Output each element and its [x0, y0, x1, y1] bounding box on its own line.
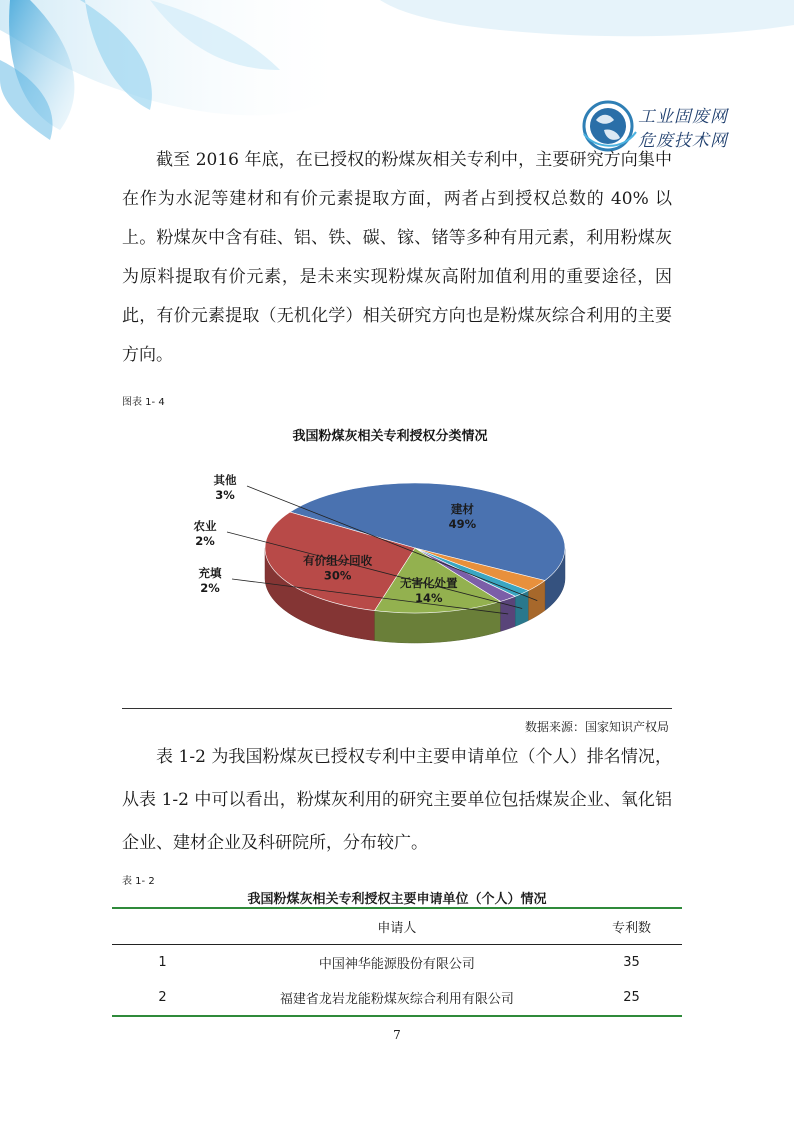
slice-label: 无害化处置 — [400, 576, 458, 591]
chart-title: 我国粉煤灰相关专利授权分类情况 — [292, 429, 488, 444]
slice-label: 建材 — [450, 501, 474, 516]
row-count: 35 — [623, 955, 640, 970]
row-rank: 1 — [158, 955, 167, 970]
table-caption: 表 1- 2 — [122, 876, 155, 887]
row-applicant: 中国神华能源股份有限公司 — [318, 957, 475, 972]
callout-value-label: 3% — [215, 488, 235, 502]
row-count: 25 — [581, 980, 682, 1016]
row-rank: 2 — [112, 980, 213, 1016]
callout-label: 其他 — [213, 473, 237, 487]
divider-line — [122, 708, 672, 709]
data-source: 数据来源：国家知识产权局 — [524, 720, 669, 734]
pie-chart — [170, 420, 610, 665]
logo-text-line1: 工业固废网 — [638, 107, 728, 127]
page-number: 7 — [393, 1028, 401, 1042]
slice-label: 有价组分回收 — [303, 553, 373, 568]
body-paragraph-2: 表 1-2 为我国粉煤灰已授权专利中主要申请单位（个人）排名情况，从表 1-2 中可以看出，粉煤灰利用的研究主要单位包括煤炭企业、氧化铝企业、建材企业及科研院所，分布较广。 — [122, 747, 672, 853]
applicant-table — [112, 907, 682, 1017]
callout-label: 农业 — [193, 519, 217, 533]
table-row — [112, 945, 682, 981]
table-title: 我国粉煤灰相关专利授权主要申请单位（个人）情况 — [247, 892, 547, 907]
table-row — [112, 980, 682, 1016]
figure-caption: 图表 1- 4 — [122, 397, 165, 408]
body-paragraph-1: 截至 2016 年底，在已授权的粉煤灰相关专利中，主要研究方向集中在作为水泥等建材和有价元素提取方面，两者占到授权总数的 40% 以上。粉煤灰中含有硅、铝、铁、碳、镓、锗等多种有用元素，利用粉煤灰为原料提取有价元素，是未来实现粉煤灰高附加值利用的重要途径，因此，有价元素提取（无机化学）相关研究方向也是粉煤灰综合利用的主要方向。 — [122, 150, 672, 365]
logo-text-line2: 危废技术网 — [638, 131, 728, 151]
row-applicant: 福建省龙岩龙能粉煤灰综合利用有限公司 — [213, 980, 581, 1016]
table-header-row — [112, 908, 682, 945]
slice-value-label: 30% — [323, 568, 352, 583]
slice-value-label: 14% — [414, 591, 443, 606]
slice-value-label: 49% — [448, 516, 477, 531]
callout-label: 充填 — [198, 566, 222, 580]
header-applicant: 申请人 — [213, 908, 581, 945]
header-rank — [112, 908, 213, 945]
header-patent-count: 专利数 — [581, 908, 682, 945]
callout-value-label: 2% — [195, 534, 215, 548]
callout-value-label: 2% — [200, 581, 220, 595]
